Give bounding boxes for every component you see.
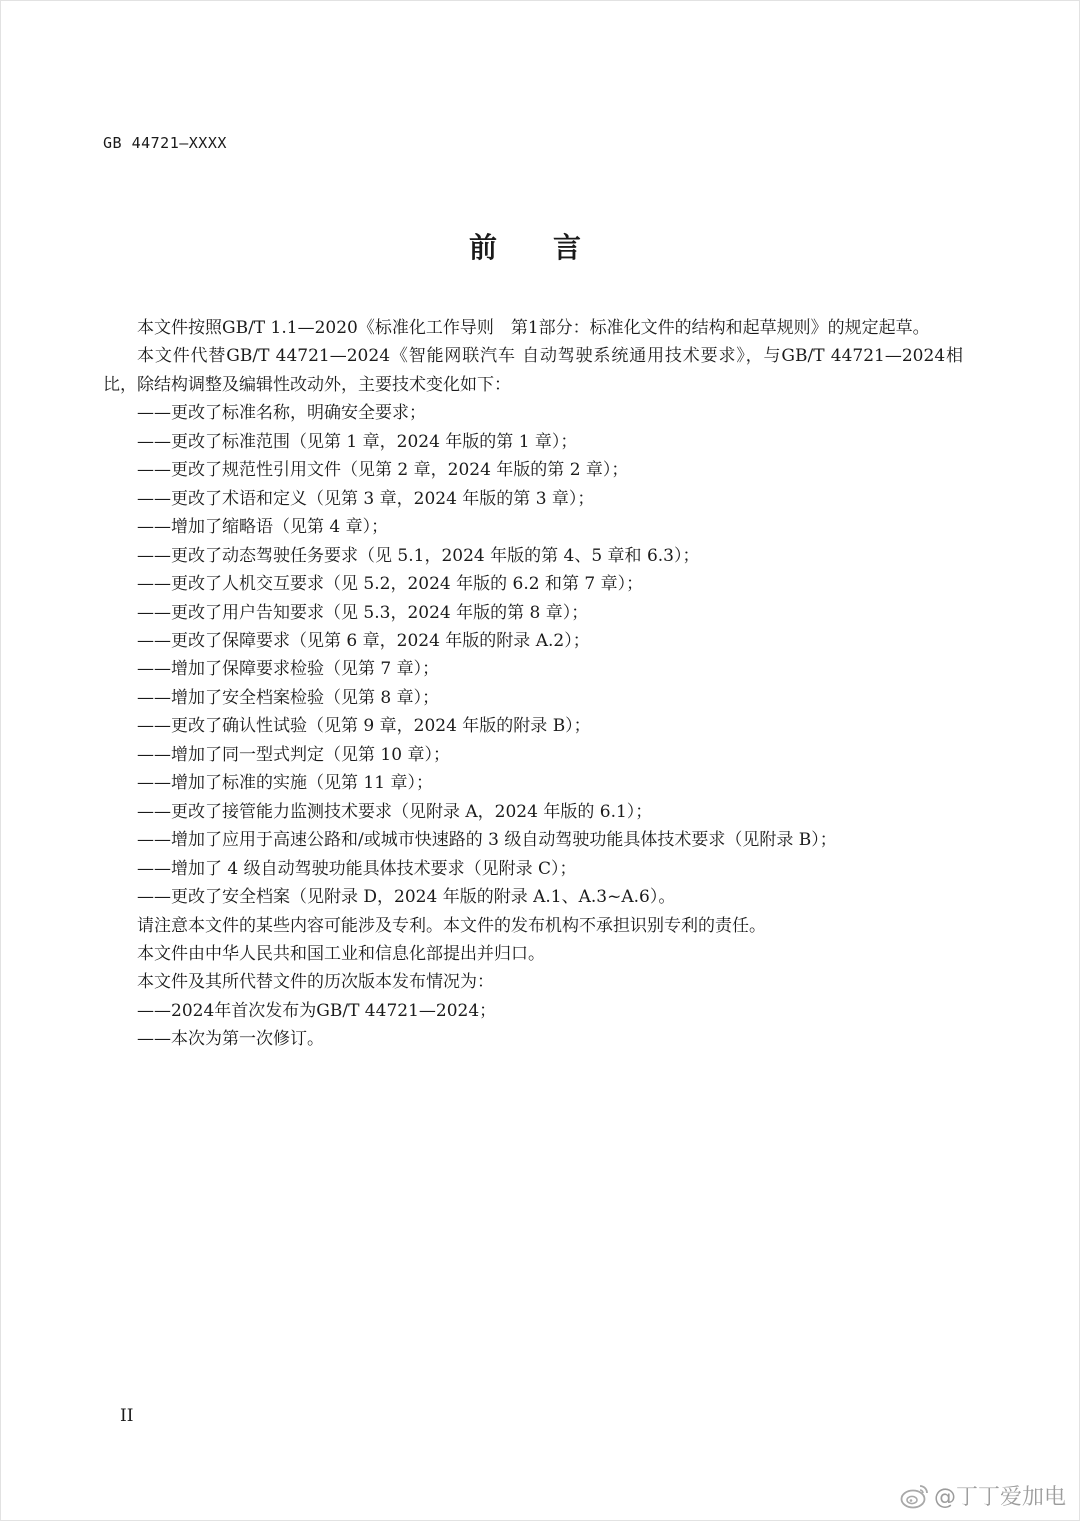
page-title: 前言 [468,231,637,264]
document-code: GB 44721—XXXX [103,134,227,152]
paragraph-drafting-basis: 本文件按照GB/T 1.1—2020《标准化工作导则 第1部分：标准化文件的结构和起草规则》的规定起草。 [137,318,930,338]
page-number: II [120,1406,134,1426]
list-item: ——增加了应用于高速公路和/或城市快速路的 3 级自动驾驶功能具体技术要求（见附录 B）； [137,830,837,851]
list-item: ——2024年首次发布为GB/T 44721—2024； [137,1000,497,1021]
list-item: ——本次为第一次修订。 [137,1029,324,1050]
list-item: ——增加了标准的实施（见第 11 章）； [137,773,433,794]
list-item: ——更改了术语和定义（见第 3 章，2024 年版的第 3 章）； [137,488,595,509]
watermark-text: @丁丁爱加电 [933,1485,1066,1510]
paragraph-patent-notice: 请注意本文件的某些内容可能涉及专利。本文件的发布机构不承担识别专利的责任。 [137,915,766,936]
list-item: ——增加了缩略语（见第 4 章）； [137,517,389,538]
list-item: ——增加了 4 级自动驾驶功能具体技术要求（见附录 C）； [137,858,577,879]
paragraph-proposer: 本文件由中华人民共和国工业和信息化部提出并归口。 [137,943,545,964]
list-item: ——更改了标准范围（见第 1 章，2024 年版的第 1 章）； [137,431,578,452]
watermark [900,1480,1066,1511]
list-item: ——更改了确认性试验（见第 9 章，2024 年版的附录 B）； [137,716,591,737]
list-item: ——更改了标准名称，明确安全要求； [137,403,426,424]
list-item: ——增加了同一型式判定（见第 10 章）； [137,744,450,765]
list-item: ——更改了规范性引用文件（见第 2 章，2024 年版的第 2 章）； [137,460,629,481]
document-body [103,314,963,1054]
paragraph-history-intro: 本文件及其所代替文件的历次版本发布情况为： [137,972,494,993]
list-item: ——更改了安全档案（见附录 D，2024 年版的附录 A.1、A.3~A.6）。 [137,887,676,908]
list-item: ——增加了安全档案检验（见第 8 章）； [137,687,440,708]
list-item: ——更改了人机交互要求（见 5.2，2024 年版的 6.2 和第 7 章）； [137,574,644,595]
list-item: ——更改了保障要求（见第 6 章，2024 年版的附录 A.2）； [137,630,590,651]
paragraph-replacement: 本文件代替GB/T 44721—2024《智能网联汽车 自动驾驶系统通用技术要求》，与GB/T 44721—2024相比，除结构调整及编辑性改动外，主要技术变化如下： [103,346,963,395]
list-item: ——更改了接管能力监测技术要求（见附录 A，2024 年版的 6.1）； [137,801,653,822]
weibo-icon [900,1483,930,1509]
history-list [103,997,963,1054]
changes-list [103,399,963,911]
list-item: ——更改了用户告知要求（见 5.3，2024 年版的第 8 章）； [137,602,589,623]
list-item: ——更改了动态驾驶任务要求（见 5.1，2024 年版的第 4、5 章和 6.3）； [137,545,700,566]
list-item: ——增加了保障要求检验（见第 7 章）； [137,659,440,680]
